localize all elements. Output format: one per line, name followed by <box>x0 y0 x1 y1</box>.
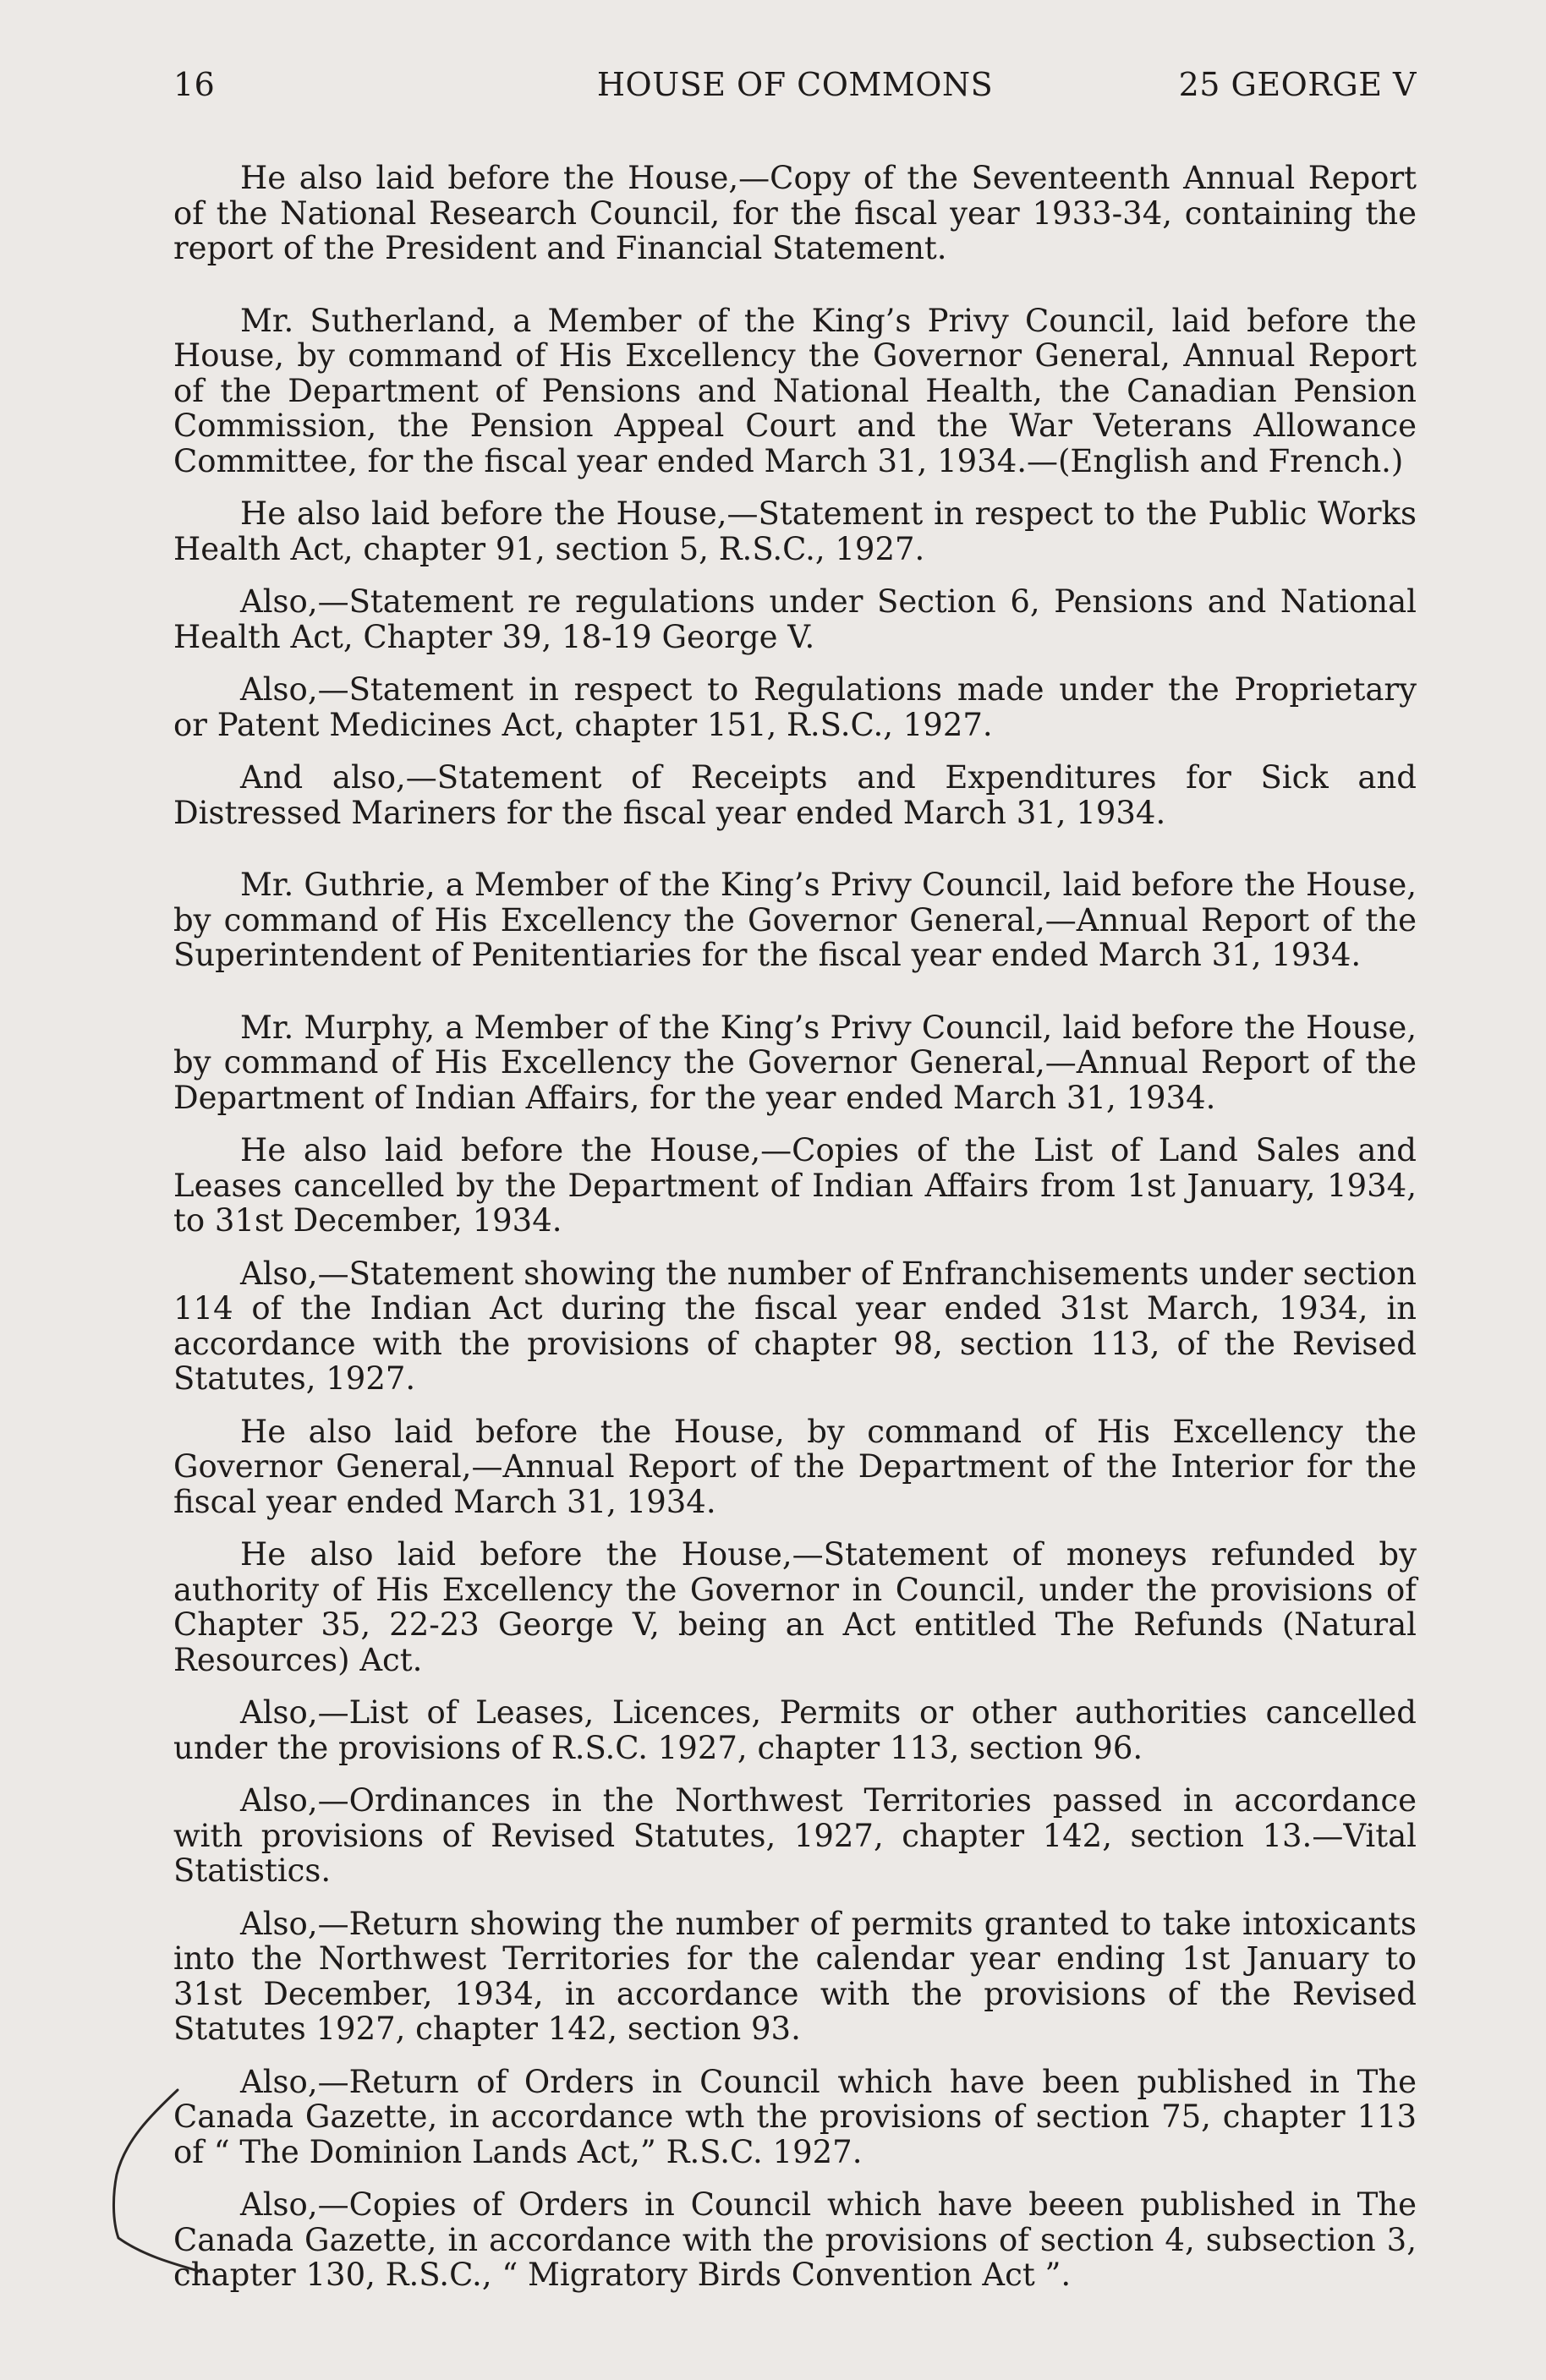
paragraph: He also laid before the House,—Statement of moneys refunded by authority of His Excellency the Governor in Council, under the provisions of Chapter 35, 22-23 George V, being an Act entitled The Refunds (Natural Resources) Act. <box>173 1536 1417 1678</box>
paragraph: He also laid before the House,—Copy of the Seventeenth Annual Report of the National Research Council, for the fiscal year 1933-34, containing the report of the President and Financial Statement. <box>173 160 1417 266</box>
paragraph: Mr. Guthrie, a Member of the King’s Privy Council, laid before the House, by command of His Excellency the Governor General,—Annual Report of the Superintendent of Penitentiaries for the fiscal year ended March 31, 1934. <box>173 867 1417 973</box>
reign-label: 25 GEORGE V <box>1178 66 1417 103</box>
paragraph: Also,—Copies of Orders in Council which have beeen published in The Canada Gazette, in accordance with the provisions of section 4, subsection 3, chapter 130, R.S.C., “ Migratory Birds Convention Act ”. <box>173 2186 1417 2293</box>
paragraph: Also,—Ordinances in the Northwest Territories passed in accordance with provisions of Revised Statutes, 1927, chapter 142, section 13.—Vital Statistics. <box>173 1782 1417 1889</box>
paragraph: Also,—Return showing the number of permits granted to take intoxicants into the Northwest Territories for the calendar year ending 1st January to 31st December, 1934, in accordance with the provisions of the Revised Statutes 1927, chapter 142, section 93. <box>173 1905 1417 2047</box>
page-body <box>173 161 1417 2293</box>
paragraph: Also,—Statement in respect to Regulations made under the Proprietary or Patent Medicines Act, chapter 151, R.S.C., 1927. <box>173 671 1417 743</box>
paragraph: Also,—List of Leases, Licences, Permits or other authorities cancelled under the provisions of R.S.C. 1927, chapter 113, section 96. <box>173 1694 1417 1766</box>
paragraph: And also,—Statement of Receipts and Expenditures for Sick and Distressed Mariners for the fiscal year ended March 31, 1934. <box>173 759 1417 831</box>
page-number: 16 <box>173 66 216 103</box>
paragraph: Mr. Murphy, a Member of the King’s Privy Council, laid before the House, by command of His Excellency the Governor General,—Annual Report of the Department of Indian Affairs, for the year ended March 31, 1934. <box>173 1009 1417 1116</box>
paragraph: Also,—Return of Orders in Council which have been published in The Canada Gazette, in accordance wth the provisions of section 75, chapter 113 of “ The Dominion Lands Act,” R.S.C. 1927. <box>173 2063 1417 2170</box>
paragraph: Mr. Sutherland, a Member of the King’s Privy Council, laid before the House, by command of His Excellency the Governor General, Annual Report of the Department of Pensions and National Health, the Canadian Pension Commission, the Pension Appeal Court and the War Veterans Allowance Committee, for the fiscal year ended March 31, 1934.—(English and French.) <box>173 302 1417 479</box>
page-header <box>173 66 1417 108</box>
running-title: HOUSE OF COMMONS <box>596 66 994 103</box>
paragraph: He also laid before the House,—Copies of the List of Land Sales and Leases cancelled by the Department of Indian Affairs from 1st January, 1934, to 31st December, 1934. <box>173 1132 1417 1239</box>
paragraph: Also,—Statement showing the number of Enfranchisements under section 114 of the Indian Act during the fiscal year ended 31st March, 1934, in accordance with the provisions of chapter 98, section 113, of the Revised Statutes, 1927. <box>173 1255 1417 1397</box>
paragraph: He also laid before the House,—Statement in respect to the Public Works Health Act, chapter 91, section 5, R.S.C., 1927. <box>173 495 1417 567</box>
paragraph: Also,—Statement re regulations under Section 6, Pensions and National Health Act, Chapter 39, 18-19 George V. <box>173 583 1417 655</box>
handwritten-bracket-mark <box>108 2082 218 2276</box>
paragraph: He also laid before the House, by command of His Excellency the Governor General,—Annual Report of the Department of the Interior for the fiscal year ended March 31, 1934. <box>173 1413 1417 1520</box>
